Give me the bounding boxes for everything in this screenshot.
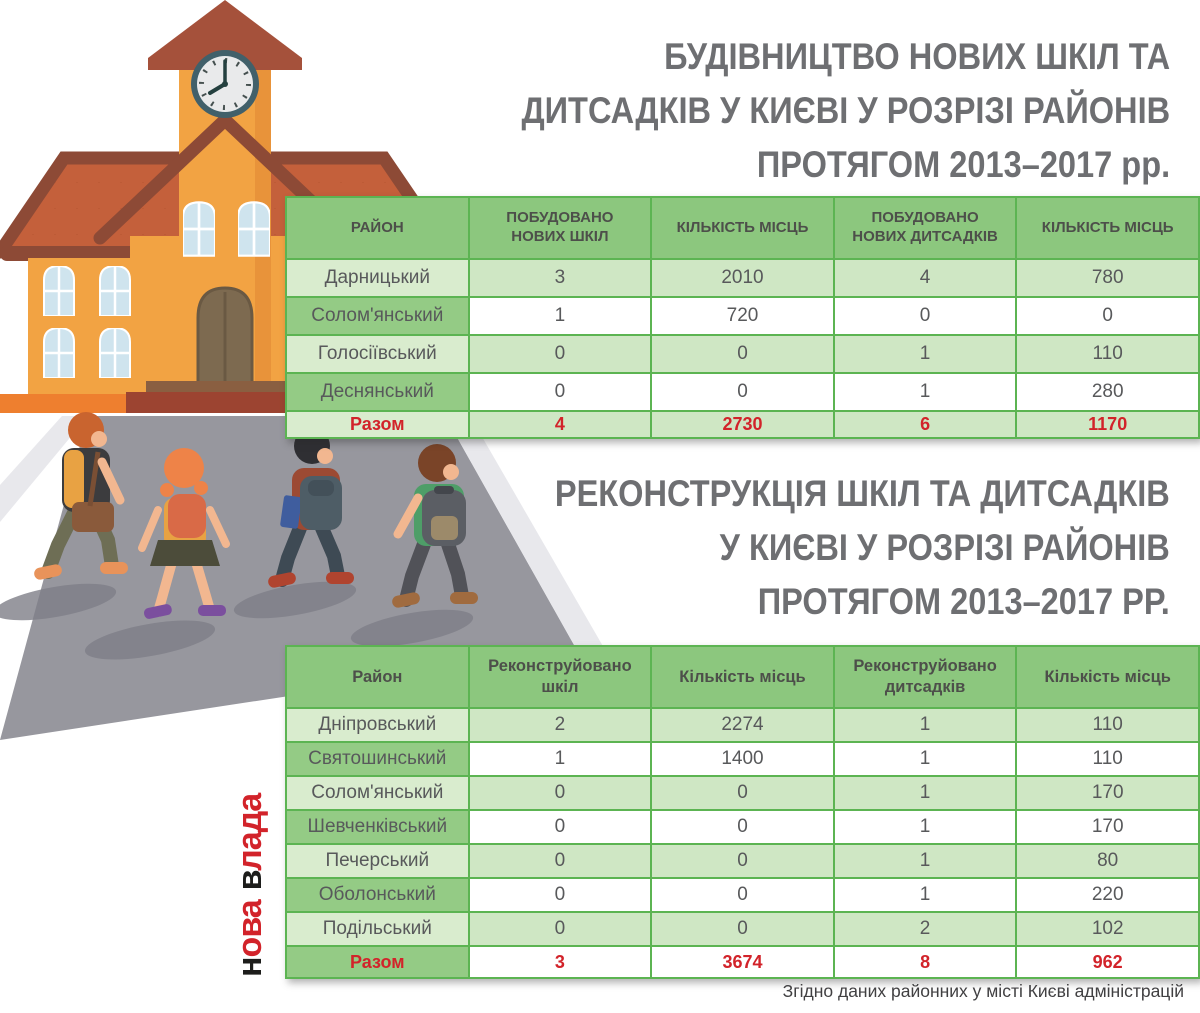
column-header: Реконструйовано дитсадків <box>834 646 1017 708</box>
value-cell: 0 <box>469 776 652 810</box>
value-cell: 2274 <box>651 708 834 742</box>
district-cell: Оболонський <box>286 878 469 912</box>
value-cell: 4 <box>834 259 1017 297</box>
district-cell: Голосіївський <box>286 335 469 373</box>
total-row <box>286 946 1199 978</box>
value-cell: 0 <box>469 373 652 411</box>
value-cell: 2 <box>469 708 652 742</box>
district-cell: Солом'янський <box>286 776 469 810</box>
value-cell: 110 <box>1016 335 1199 373</box>
title-line: ПРОТЯГОМ 2013–2017 рр. <box>756 144 1170 185</box>
table-row <box>286 297 1199 335</box>
total-row <box>286 411 1199 438</box>
value-cell: 0 <box>651 373 834 411</box>
column-header: РАЙОН <box>286 197 469 259</box>
value-cell: 780 <box>1016 259 1199 297</box>
construction-title <box>521 30 1170 192</box>
value-cell: 0 <box>651 810 834 844</box>
value-cell: 0 <box>469 810 652 844</box>
value-cell: 1 <box>834 878 1017 912</box>
value-cell: 3 <box>469 946 652 978</box>
value-cell: 102 <box>1016 912 1199 946</box>
value-cell: 170 <box>1016 810 1199 844</box>
column-header: Кількість місць <box>651 646 834 708</box>
value-cell: 962 <box>1016 946 1199 978</box>
district-cell: Дарницький <box>286 259 469 297</box>
value-cell: 0 <box>651 912 834 946</box>
column-header: КІЛЬКІСТЬ МІСЦЬ <box>1016 197 1199 259</box>
value-cell: 8 <box>834 946 1017 978</box>
title-line: РЕКОНСТРУКЦІЯ ШКІЛ ТА ДИТСАДКІВ <box>555 473 1170 514</box>
district-cell: Разом <box>286 411 469 438</box>
column-header: Кількість місць <box>1016 646 1199 708</box>
value-cell: 0 <box>1016 297 1199 335</box>
district-cell: Разом <box>286 946 469 978</box>
value-cell: 3 <box>469 259 652 297</box>
title-line: ПРОТЯГОМ 2013–2017 РР. <box>757 581 1170 622</box>
column-header: Реконструйовано шкіл <box>469 646 652 708</box>
source-footnote: Згідно даних районних у місті Києві адміністрацій <box>782 981 1184 1001</box>
window-icon <box>44 266 74 316</box>
value-cell: 1 <box>469 297 652 335</box>
district-cell: Дніпровський <box>286 708 469 742</box>
value-cell: 110 <box>1016 742 1199 776</box>
table-row <box>286 259 1199 297</box>
district-cell: Святошинський <box>286 742 469 776</box>
reconstruction-title <box>555 467 1170 629</box>
value-cell: 1 <box>469 742 652 776</box>
value-cell: 2010 <box>651 259 834 297</box>
window-icon <box>100 328 130 378</box>
table-row <box>286 912 1199 946</box>
table-row <box>286 373 1199 411</box>
value-cell: 1 <box>834 810 1017 844</box>
value-cell: 1 <box>834 776 1017 810</box>
value-cell: 0 <box>651 776 834 810</box>
value-cell: 280 <box>1016 373 1199 411</box>
value-cell: 110 <box>1016 708 1199 742</box>
value-cell: 170 <box>1016 776 1199 810</box>
district-cell: Шевченківський <box>286 810 469 844</box>
construction-table <box>285 196 1200 439</box>
table-row <box>286 335 1199 373</box>
table-row <box>286 776 1199 810</box>
title-line: БУДІВНИЦТВО НОВИХ ШКІЛ ТА <box>663 36 1170 77</box>
logo-word-part: н <box>231 957 269 977</box>
window-icon <box>44 328 74 378</box>
logo-word-part: ова <box>231 900 269 958</box>
table-row <box>286 844 1199 878</box>
value-cell: 1 <box>834 708 1017 742</box>
table-row <box>286 810 1199 844</box>
value-cell: 1 <box>834 844 1017 878</box>
column-header: ПОБУДОВАНО НОВИХ ШКІЛ <box>469 197 652 259</box>
district-cell: Печерський <box>286 844 469 878</box>
district-cell: Деснянський <box>286 373 469 411</box>
logo-nova-vlada <box>231 794 270 977</box>
table-row <box>286 742 1199 776</box>
table-row <box>286 708 1199 742</box>
logo-word-part: лада <box>231 793 269 871</box>
value-cell: 1170 <box>1016 411 1199 438</box>
value-cell: 1 <box>834 742 1017 776</box>
window-icon <box>183 202 215 255</box>
value-cell: 0 <box>651 844 834 878</box>
value-cell: 2 <box>834 912 1017 946</box>
value-cell: 1 <box>834 335 1017 373</box>
table-row <box>286 878 1199 912</box>
value-cell: 0 <box>469 844 652 878</box>
value-cell: 0 <box>469 335 652 373</box>
value-cell: 720 <box>651 297 834 335</box>
column-header: КІЛЬКІСТЬ МІСЦЬ <box>651 197 834 259</box>
district-cell: Подільський <box>286 912 469 946</box>
value-cell: 2730 <box>651 411 834 438</box>
logo-word-part: в <box>231 870 269 891</box>
value-cell: 80 <box>1016 844 1199 878</box>
clock-icon <box>191 50 259 118</box>
value-cell: 0 <box>834 297 1017 335</box>
title-line: ДИТСАДКІВ У КИЄВІ У РОЗРІЗІ РАЙОНІВ <box>521 90 1170 131</box>
value-cell: 0 <box>651 335 834 373</box>
value-cell: 3674 <box>651 946 834 978</box>
value-cell: 0 <box>469 912 652 946</box>
value-cell: 220 <box>1016 878 1199 912</box>
window-icon <box>100 266 130 316</box>
district-cell: Солом'янський <box>286 297 469 335</box>
title-line: У КИЄВІ У РОЗРІЗІ РАЙОНІВ <box>719 527 1170 568</box>
reconstruction-table <box>285 645 1200 979</box>
value-cell: 1 <box>834 373 1017 411</box>
value-cell: 0 <box>651 878 834 912</box>
column-header: Район <box>286 646 469 708</box>
column-header: ПОБУДОВАНО НОВИХ ДИТСАДКІВ <box>834 197 1017 259</box>
window-icon <box>238 202 270 255</box>
value-cell: 0 <box>469 878 652 912</box>
value-cell: 4 <box>469 411 652 438</box>
value-cell: 6 <box>834 411 1017 438</box>
value-cell: 1400 <box>651 742 834 776</box>
